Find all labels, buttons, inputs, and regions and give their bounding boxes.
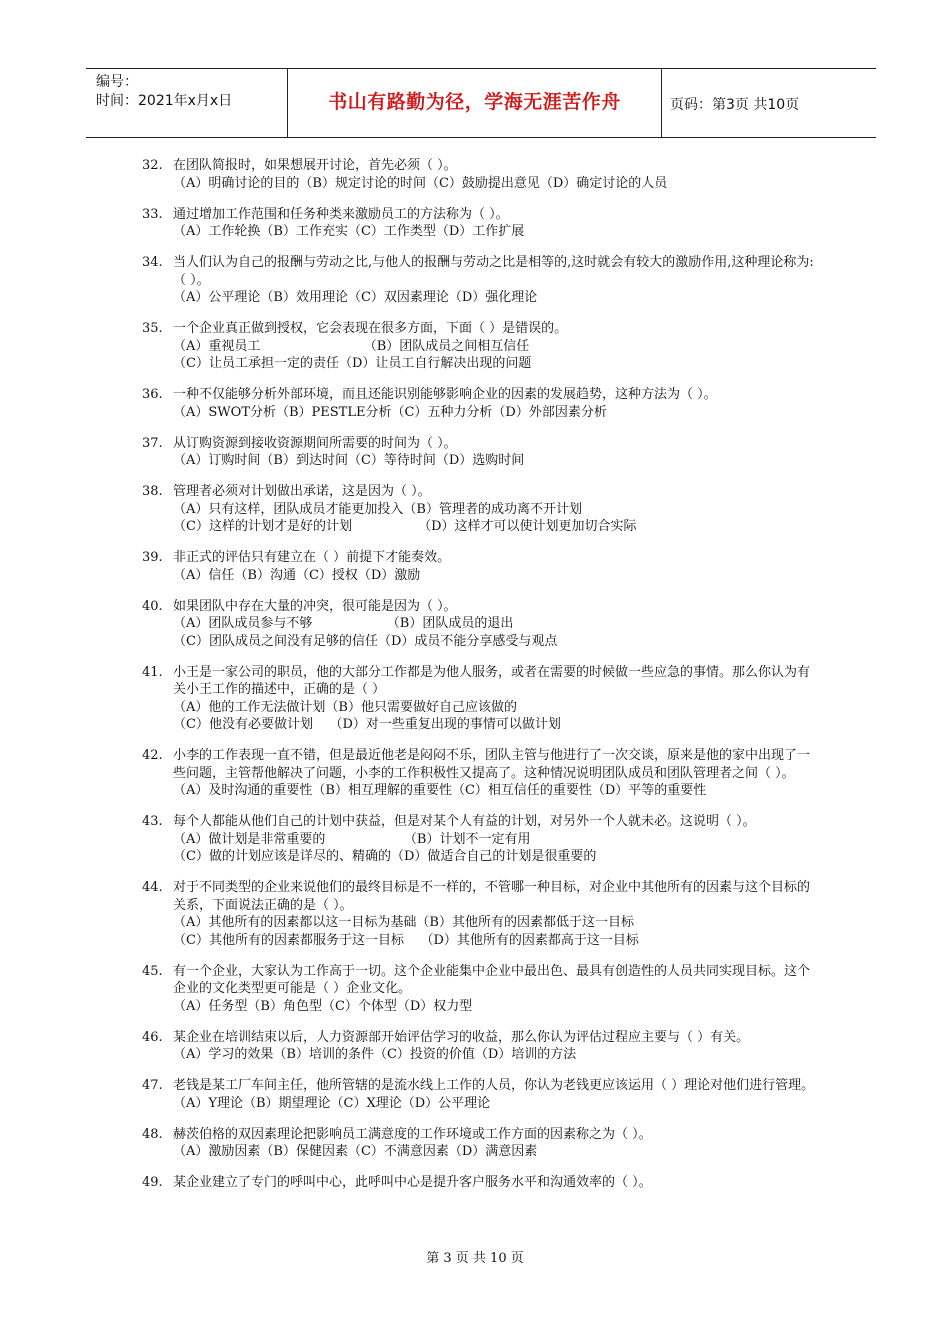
question-item [142, 1174, 822, 1192]
question-item [142, 483, 822, 536]
page-footer: 第 3 页 共 10 页 [426, 1251, 524, 1266]
question-item [142, 747, 822, 800]
question-number: 32. [142, 158, 163, 173]
question-number: 36. [142, 387, 163, 402]
question-text: 某企业建立了专门的呼叫中心，此呼叫中心是提升客户服务水平和沟通效率的（ ）。 [173, 1175, 652, 1190]
question-item [142, 386, 822, 421]
question-number: 40. [142, 598, 163, 614]
question-number: 44. [142, 880, 163, 895]
answer-options: （A）任务型（B）角色型（C）个体型（D）权力型 [173, 998, 473, 1014]
question-text: 对于不同类型的企业来说他们的最终目标是不一样的，不管哪一种目标，对企业中其他所有的因素与这个目标的关系，下面说法正确的是（ ）。 [173, 880, 811, 913]
question-text: 管理者必须对计划做出承诺，这是因为（ ）。 [173, 484, 431, 499]
answer-options: （A）及时沟通的重要性（B）相互理解的重要性（C）相互信任的重要性（D）平等的重要性 [173, 783, 707, 798]
answer-options: （A）激励因素（B）保健因素（C）不满意因素（D）满意因素 [173, 1144, 538, 1159]
question-number: 49. [142, 1175, 163, 1190]
question-number: 42. [142, 748, 163, 763]
answer-options: （A）公平理论（B）效用理论（C）双因素理论（D）强化理论 [173, 290, 538, 305]
question-item [142, 549, 822, 584]
answer-options: （C）做的计划应该是详尽的、精确的（D）做适合自己的计划是很重要的 [173, 849, 597, 864]
question-text: 一种不仅能够分析外部环境，而且还能识别能够影响企业的因素的发展趋势，这种方法为（ ）。 [173, 387, 717, 402]
answer-options: （A）团队成员参与不够 （B）团队成员的退出 [173, 616, 514, 631]
question-text: 一个企业真正做到授权，它会表现在很多方面，下面（ ）是错误的。 [173, 321, 568, 336]
question-number: 35. [142, 321, 163, 336]
question-text: 某企业在培训结束以后，人力资源部开始评估学习的收益，那么你认为评估过程应主要与（ ）有关。 [173, 1029, 750, 1045]
question-number: 41. [142, 664, 163, 680]
answer-options: （A）重视员工 （B）团队成员之间相互信任 [173, 338, 530, 354]
page-header [86, 68, 876, 138]
answer-options: （A）工作轮换（B）工作充实（C）工作类型（D）工作扩展 [173, 224, 525, 239]
header-motto: 书山有路勤为径，学海无涯苦作舟 [328, 91, 621, 113]
question-text: 小李的工作表现一直不错，但是最近他老是闷闷不乐，团队主管与他进行了一次交谈，原来是他的家中出现了一些问题，主管帮他解决了问题，小李的工作积极性又提高了。这种情况说明团队成员和团队管理者之间（ ）。 [173, 748, 811, 781]
answer-options: （A）明确讨论的目的（B）规定讨论的时间（C）鼓励提出意见（D）确定讨论的人员 [173, 175, 668, 191]
question-item [142, 157, 822, 192]
answer-options: （A）信任（B）沟通（C）授权（D）激励 [173, 567, 421, 583]
header-page-info: 页码：第3页 共10页 [670, 97, 800, 113]
question-text: 当人们认为自己的报酬与劳动之比,与他人的报酬与劳动之比是相等的,这时就会有较大的激励作用,这种理论称为:（ ）。 [173, 255, 814, 288]
question-number: 45. [142, 963, 163, 979]
answer-options: （C）其他所有的因素都服务于这一目标 （D）其他所有的因素都高于这一目标 [173, 932, 639, 948]
question-item [142, 963, 822, 1016]
answer-options: （A）其他所有的因素都以这一目标为基础（B）其他所有的因素都低于这一目标 [173, 915, 634, 930]
question-text: 非正式的评估只有建立在（ ）前提下才能奏效。 [173, 550, 451, 565]
question-item [142, 435, 822, 470]
header-serial-label: 编号： [96, 74, 138, 90]
question-text: 在团队简报时，如果想展开讨论，首先必须（ ）。 [173, 158, 457, 173]
question-text: 如果团队中存在大量的冲突，很可能是因为（ ）。 [173, 598, 457, 614]
question-number: 34. [142, 255, 163, 270]
question-item [142, 320, 822, 373]
answer-options: （C）团队成员之间没有足够的信任（D）成员不能分享感受与观点 [173, 633, 558, 649]
question-number: 46. [142, 1029, 163, 1045]
question-text: 从订购资源到接收资源期间所需要的时间为（ ）。 [173, 435, 457, 451]
answer-options: （C）让员工承担一定的责任（D）让员工自行解决出现的问题 [173, 356, 532, 371]
question-list [142, 157, 822, 1205]
question-text: 有一个企业，大家认为工作高于一切。这个企业能集中企业中最出色、最具有创造性的人员共同实现目标。这个企业的文化类型更可能是（ ）企业文化。 [173, 963, 811, 996]
answer-options: （A）只有这样，团队成员才能更加投入（B）管理者的成功离不开计划 [173, 501, 582, 517]
header-date: 时间：2021年x月x日 [96, 93, 233, 109]
question-item [142, 879, 822, 949]
answer-options: （C）他没有必要做计划 （D）对一些重复出现的事情可以做计划 [173, 717, 561, 732]
question-item [142, 1029, 822, 1064]
question-text: 小王是一家公司的职员，他的大部分工作都是为他人服务，或者在需要的时候做一些应急的事情。那么你认为有关小王工作的描述中，正确的是（ ） [173, 664, 811, 697]
answer-options: （A）做计划是非常重要的 （B）计划不一定有用 [173, 831, 531, 847]
header-meta [96, 73, 232, 111]
question-item [142, 1126, 822, 1161]
question-number: 33. [142, 206, 163, 222]
answer-options: （A）学习的效果（B）培训的条件（C）投资的价值（D）培训的方法 [173, 1047, 577, 1062]
answer-options: （A）他的工作无法做计划（B）他只需要做好自己应该做的 [173, 699, 517, 715]
question-number: 47. [142, 1078, 163, 1093]
question-item [142, 206, 822, 241]
question-item [142, 813, 822, 866]
question-item [142, 664, 822, 734]
question-number: 43. [142, 814, 163, 829]
question-item [142, 1077, 822, 1112]
question-number: 48. [142, 1126, 163, 1142]
question-text: 老钱是某工厂车间主任，他所管辖的是流水线上工作的人员，你认为老钱更应该运用（ ）理论对他们进行管理。 [173, 1078, 815, 1093]
question-item [142, 598, 822, 651]
question-number: 37. [142, 435, 163, 451]
answer-options: （A）Y理论（B）期望理论（C）X理论（D）公平理论 [173, 1095, 491, 1111]
answer-options: （C）这样的计划才是好的计划 （D）这样才可以使计划更加切合实际 [173, 519, 637, 534]
question-text: 赫茨伯格的双因素理论把影响员工满意度的工作环境或工作方面的因素称之为（ ）。 [173, 1126, 652, 1142]
question-number: 38. [142, 484, 163, 499]
question-item [142, 254, 822, 307]
header-divider-right [661, 69, 662, 137]
question-text: 每个人都能从他们自己的计划中获益，但是对某个人有益的计划，对另外一个人就未必。这说明（ ）。 [173, 814, 756, 829]
question-number: 39. [142, 550, 163, 565]
question-text: 通过增加工作范围和任务种类来激励员工的方法称为（ ）。 [173, 206, 509, 222]
answer-options: （A）订购时间（B）到达时间（C）等待时间（D）选购时间 [173, 453, 525, 468]
answer-options: （A）SWOT分析（B）PESTLE分析（C）五种力分析（D）外部因素分析 [173, 404, 607, 420]
